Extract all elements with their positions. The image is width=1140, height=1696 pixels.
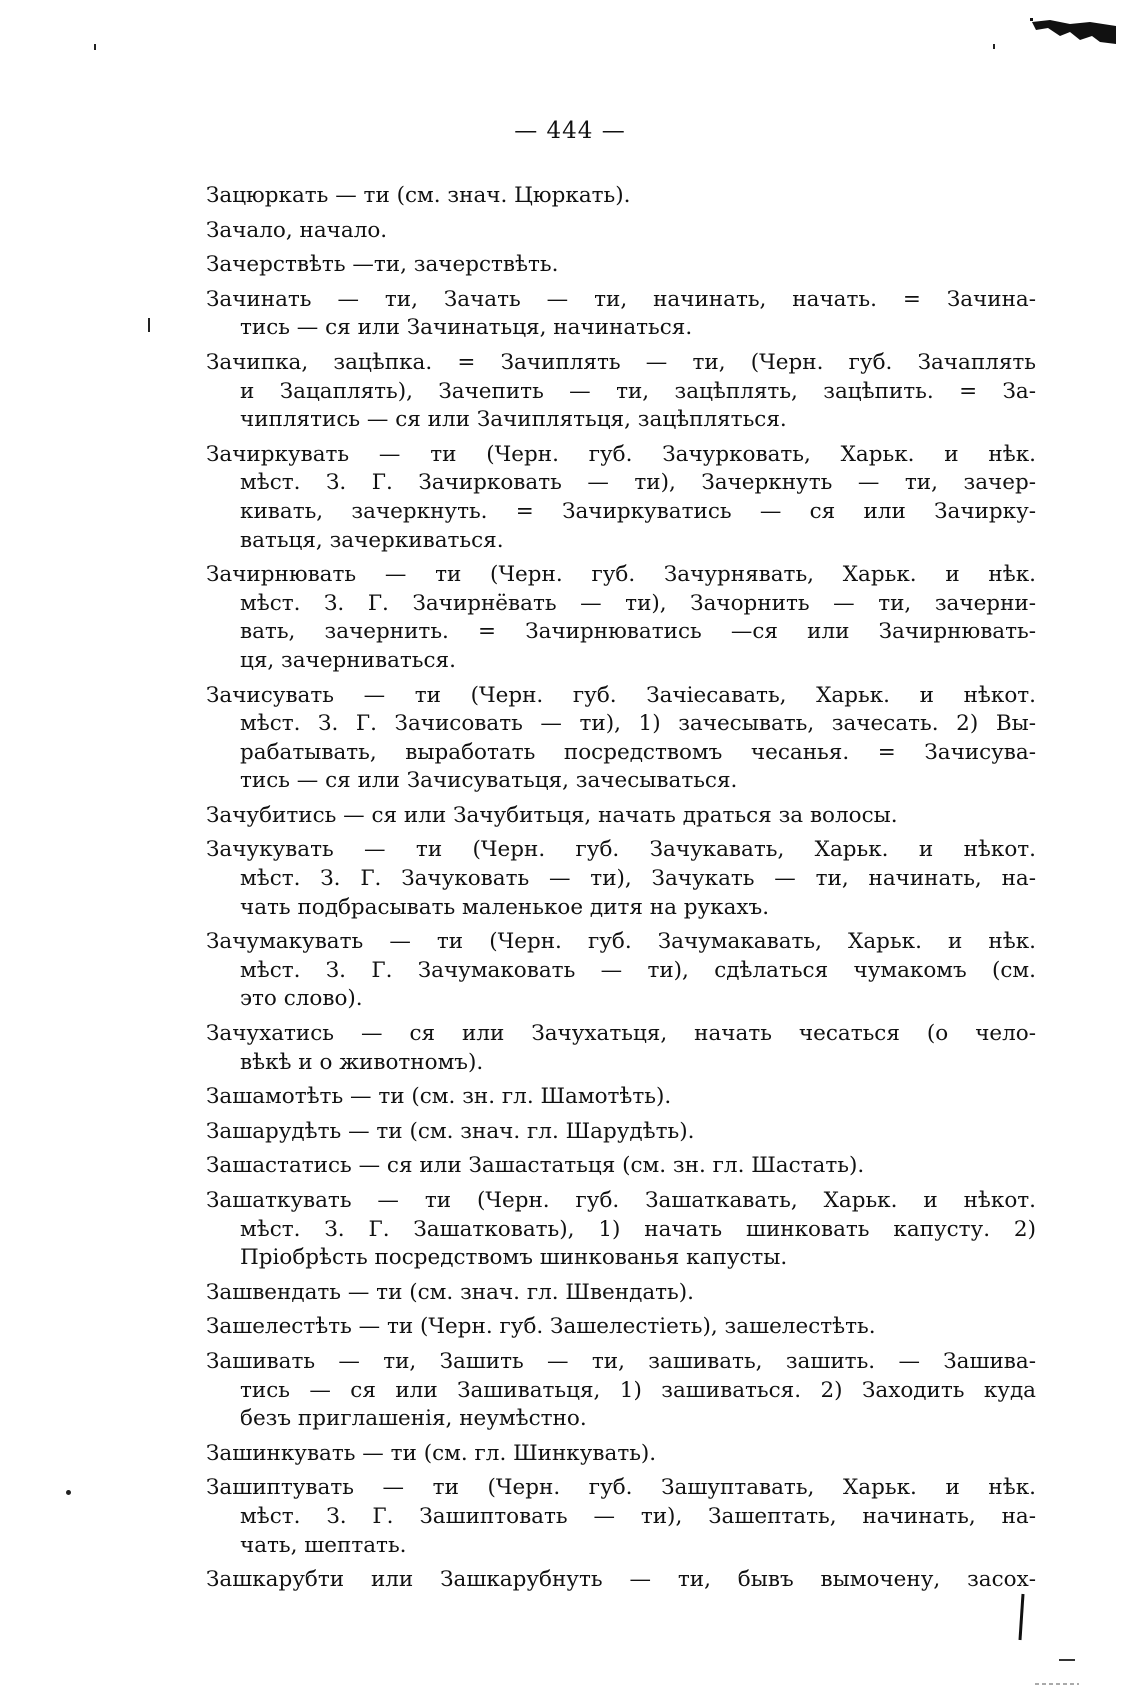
entry-line: Зачипка, зацѣпка. = Зачиплять — ти, (Черн. губ. Зачаплять <box>206 349 1036 375</box>
entry-line: Прiобрѣсть посредствомъ шинкованья капусты. <box>240 1245 788 1271</box>
dictionary-entries <box>206 182 1036 1601</box>
entry-line: чать, шептать. <box>240 1532 407 1558</box>
dictionary-entry <box>206 1020 1036 1077</box>
ink-smudge-mark <box>1030 16 1118 46</box>
entry-line: кивать, зачеркнуть. = Зачиркуватись — ся или Зачирку- <box>240 498 1036 524</box>
entry-line: и Зацаплять), Зачепить — ти, зацѣплять, зацѣпить. = За- <box>240 378 1036 404</box>
entry-line: ця, зачерниваться. <box>240 647 456 673</box>
entry-line: ватьця, зачеркиваться. <box>240 527 504 553</box>
page-number: — 444 — <box>514 118 626 144</box>
entry-line: мѣст. З. Г. Зачумаковать — ти), сдѣлаться чумакомъ (см. <box>240 957 1036 983</box>
entry-line: Зачирнювать — ти (Черн. губ. Зачурнявать, Харьк. и нѣк. <box>206 562 1036 588</box>
dictionary-entry <box>206 836 1036 922</box>
entry-line: чиплятись — ся или Зачиплятьця, зацѣпляться. <box>240 407 787 433</box>
dictionary-entry <box>206 1313 1036 1342</box>
entry-line: Зашкарубти или Зашкарубнуть — ти, бывъ вымочену, засох- <box>206 1567 1036 1593</box>
entry-line: это слово). <box>240 986 363 1012</box>
dictionary-entry <box>206 1118 1036 1147</box>
dictionary-entry <box>206 1474 1036 1560</box>
entry-line: мѣст. З. Г. Зачуковать — ти), Зачукать — ти, начинать, на- <box>240 866 1036 892</box>
dictionary-entry <box>206 928 1036 1014</box>
dictionary-entry <box>206 1279 1036 1308</box>
dictionary-entry <box>206 1083 1036 1112</box>
entry-line: Зачухатись — ся или Зачухатьця, начать чесаться (о чело- <box>206 1021 1036 1047</box>
entry-line: тись — ся или Зачинатьця, начинаться. <box>240 315 693 341</box>
entry-line: вать, зачернить. = Зачирнюватись —ся или Зачирнювать- <box>240 619 1036 645</box>
dictionary-entry <box>206 802 1036 831</box>
entry-line: Зачало, начало. <box>206 217 388 243</box>
entry-line: мѣст. З. Г. Зачирковать — ти), Зачеркнуть — ти, зачер- <box>240 470 1036 496</box>
dictionary-entry <box>206 561 1036 675</box>
entry-line: Зачумакувать — ти (Черн. губ. Зачумакавать, Харьк. и нѣк. <box>206 929 1036 955</box>
entry-line: Зачерствѣть —ти, зачерствѣть. <box>206 252 559 278</box>
entry-line: Зашелестѣть — ти (Черн. губ. Зашелестiеть), зашелестѣть. <box>206 1314 876 1340</box>
entry-line: Зачубитись — ся или Зачубитьця, начать драться за волосы. <box>206 802 898 828</box>
dictionary-entry <box>206 182 1036 211</box>
dictionary-entry <box>206 349 1036 435</box>
dictionary-entry <box>206 682 1036 796</box>
entry-line: Зашвендать — ти (см. знач. гл. Швендать). <box>206 1279 694 1305</box>
dictionary-entry <box>206 286 1036 343</box>
entry-line: мѣст. З. Г. Зашиптовать — ти), Зашептать, начинать, на- <box>240 1503 1036 1529</box>
entry-line: мѣст. З. Г. Зашатковать), 1) начать шинковать капусту. 2) <box>240 1216 1036 1242</box>
entry-line: Зашаткувать — ти (Черн. губ. Зашаткавать, Харьк. и нѣкот. <box>206 1188 1036 1213</box>
entry-line: Зашарудѣть — ти (см. знач. гл. Шарудѣть). <box>206 1118 695 1144</box>
entry-line: Зашинкувать — ти (см. гл. Шинкувать). <box>206 1440 657 1466</box>
entry-line: безъ приглашенiя, неумѣстно. <box>240 1406 587 1432</box>
dictionary-entry <box>206 1187 1036 1273</box>
dictionary-entry <box>206 441 1036 555</box>
entry-line: Зашиптувать — ти (Черн. губ. Зашуптавать, Харьк. и нѣк. <box>206 1475 1036 1501</box>
pencil-mark <box>1015 1592 1085 1692</box>
entry-line: Зашивать — ти, Зашить — ти, зашивать, зашить. — Зашива- <box>206 1348 1036 1374</box>
entry-line: мѣст. З. Г. Зачирнёвать — ти), Зачорнить — ти, зачерни- <box>240 590 1036 616</box>
entry-line: Зачиркувать — ти (Черн. губ. Зачурковать, Харьк. и нѣк. <box>206 441 1036 467</box>
entry-line: Зашамотѣть — ти (см. зн. гл. Шамотѣть). <box>206 1084 672 1110</box>
entry-line: Зацюркать — ти (см. знач. Цюркать). <box>206 183 631 208</box>
entry-line: тись — ся или Зашиватьця, 1) зашиваться. 2) Заходить куда <box>240 1377 1036 1403</box>
margin-speck <box>148 318 150 332</box>
margin-speck <box>993 44 995 49</box>
dictionary-entry <box>206 1348 1036 1434</box>
dictionary-entry <box>206 1440 1036 1469</box>
entry-line: Зачисувать — ти (Черн. губ. Зачiесавать, Харьк. и нѣкот. <box>206 682 1036 708</box>
entry-line: чать подбрасывать маленькое дитя на рукахъ. <box>240 894 770 920</box>
entry-line: рабатывать, выработать посредствомъ чесанья. = Зачисува- <box>240 739 1036 765</box>
dictionary-entry <box>206 217 1036 246</box>
entry-line: мѣст. З. Г. Зачисовать — ти), 1) зачесывать, зачесать. 2) Вы- <box>240 711 1036 737</box>
entry-line: Зашастатись — ся или Зашастатьця (см. зн. гл. Шастать). <box>206 1153 865 1179</box>
dictionary-entry <box>206 1152 1036 1181</box>
margin-speck <box>66 1490 71 1495</box>
entry-line: тись — ся или Зачисуватьця, зачесываться. <box>240 768 738 794</box>
dictionary-entry <box>206 1566 1036 1595</box>
margin-speck <box>94 44 96 50</box>
dictionary-entry <box>206 251 1036 280</box>
entry-line: Зачинать — ти, Зачать — ти, начинать, начать. = Зачина- <box>206 286 1036 312</box>
entry-line: Зачукувать — ти (Черн. губ. Зачукавать, Харьк. и нѣкот. <box>206 837 1036 863</box>
entry-line: вѣкѣ и о животномъ). <box>240 1049 484 1075</box>
